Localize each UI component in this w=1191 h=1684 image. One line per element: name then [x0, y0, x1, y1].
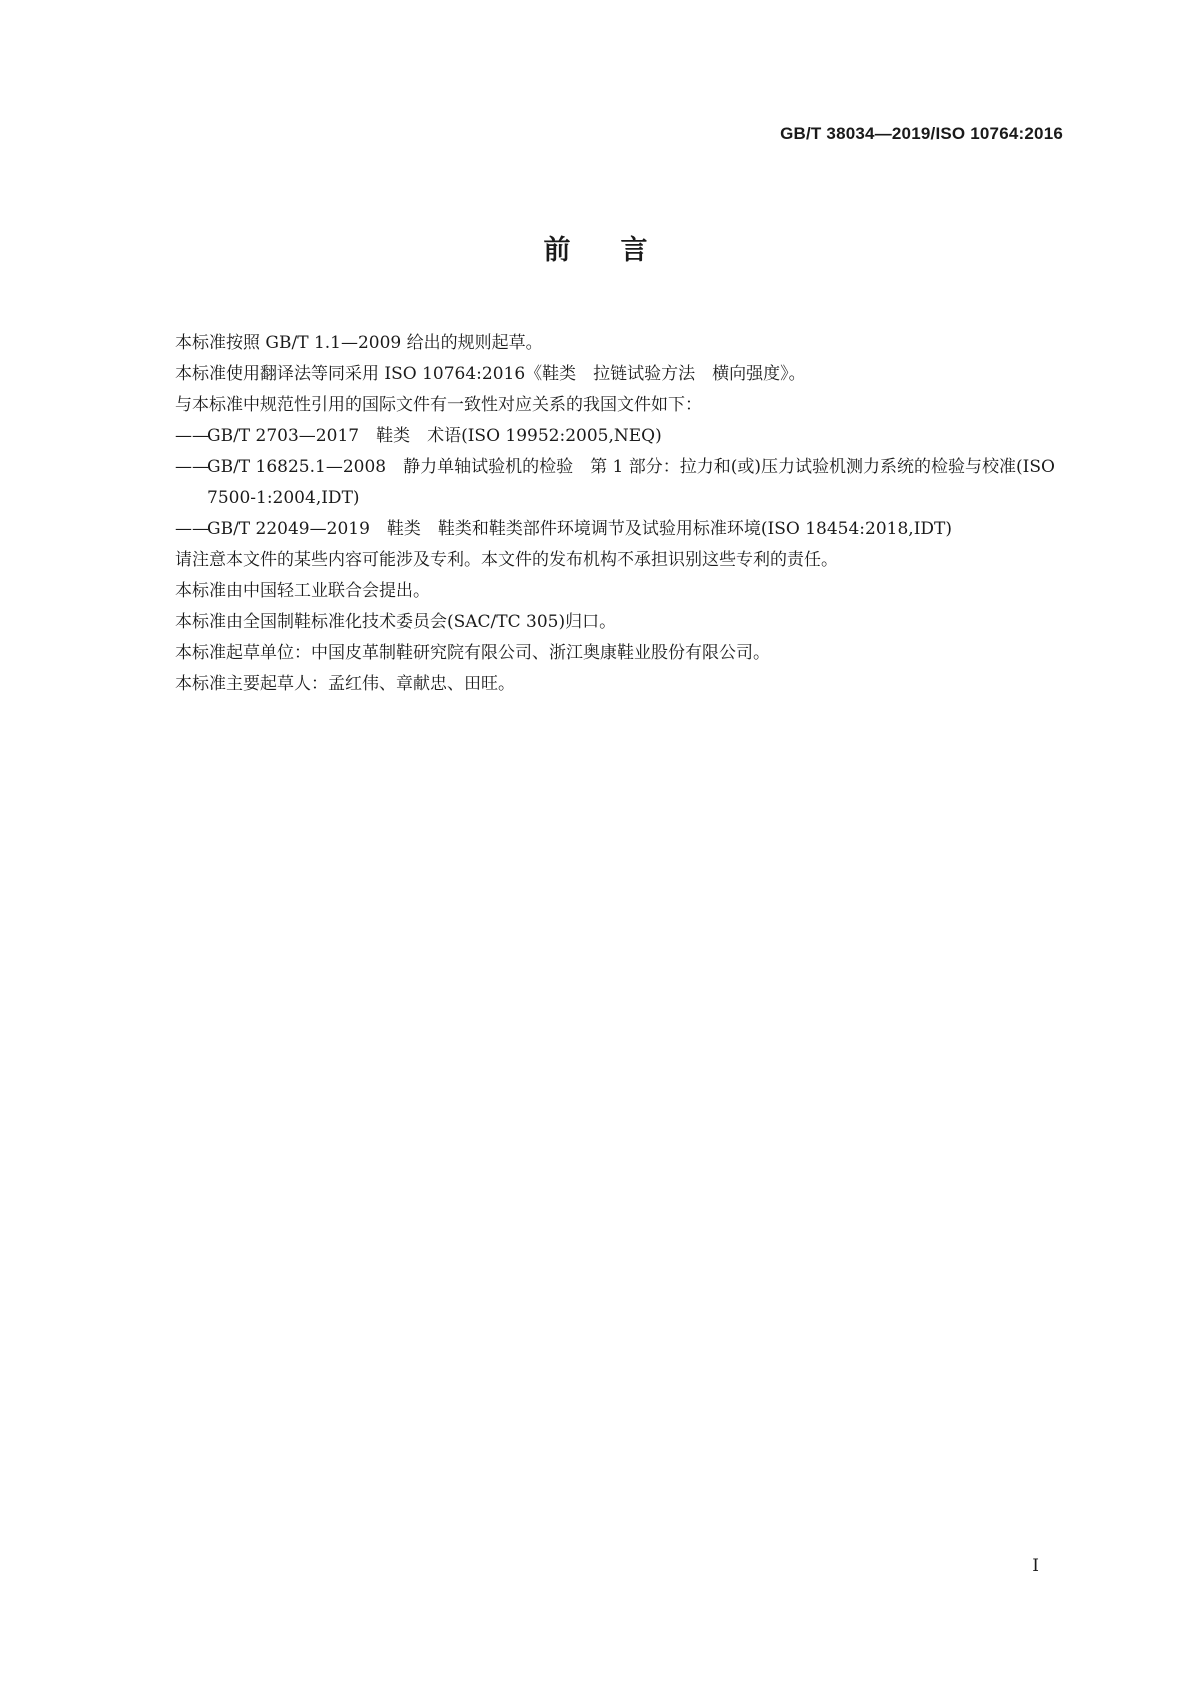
paragraph-drafting-units: 本标准起草单位：中国皮革制鞋研究院有限公司、浙江奥康鞋业股份有限公司。 — [175, 643, 770, 663]
standard-code-header: GB/T 38034—2019/ISO 10764:2016 — [780, 124, 1063, 143]
paragraph-adoption: 本标准使用翻译法等同采用 ISO 10764:2016《鞋类 拉链试验方法 横向强度》。 — [175, 364, 806, 384]
page-number: I — [1032, 1556, 1039, 1576]
reference-text: GB/T 2703—2017 鞋类 术语(ISO 19952:2005,NEQ) — [207, 426, 662, 446]
reference-item — [175, 514, 1075, 545]
paragraph-drafters: 本标准主要起草人：孟红伟、章献忠、田旺。 — [175, 674, 515, 694]
paragraph-references-intro: 与本标准中规范性引用的国际文件有一致性对应关系的我国文件如下： — [175, 395, 702, 415]
paragraph-drafting-rules: 本标准按照 GB/T 1.1—2009 给出的规则起草。 — [175, 333, 543, 353]
reference-text: GB/T 16825.1—2008 静力单轴试验机的检验 第 1 部分：拉力和(或)压力试验机测力系统的检验与校准(ISO 7500-1:2004,IDT) — [207, 457, 1055, 508]
dash-marker: —— — [175, 426, 209, 446]
reference-item — [175, 421, 1075, 452]
paragraph-patent-notice: 请注意本文件的某些内容可能涉及专利。本文件的发布机构不承担识别这些专利的责任。 — [175, 550, 838, 570]
page-title: 前言 — [543, 235, 698, 266]
dash-marker: —— — [175, 519, 209, 539]
paragraph-technical-committee: 本标准由全国制鞋标准化技术委员会(SAC/TC 305)归口。 — [175, 612, 617, 632]
reference-item — [175, 452, 1075, 514]
document-body — [175, 328, 1075, 700]
reference-text: GB/T 22049—2019 鞋类 鞋类和鞋类部件环境调节及试验用标准环境(ISO 18454:2018,IDT) — [207, 519, 953, 539]
dash-marker: —— — [175, 457, 209, 477]
paragraph-proposer: 本标准由中国轻工业联合会提出。 — [175, 581, 430, 601]
